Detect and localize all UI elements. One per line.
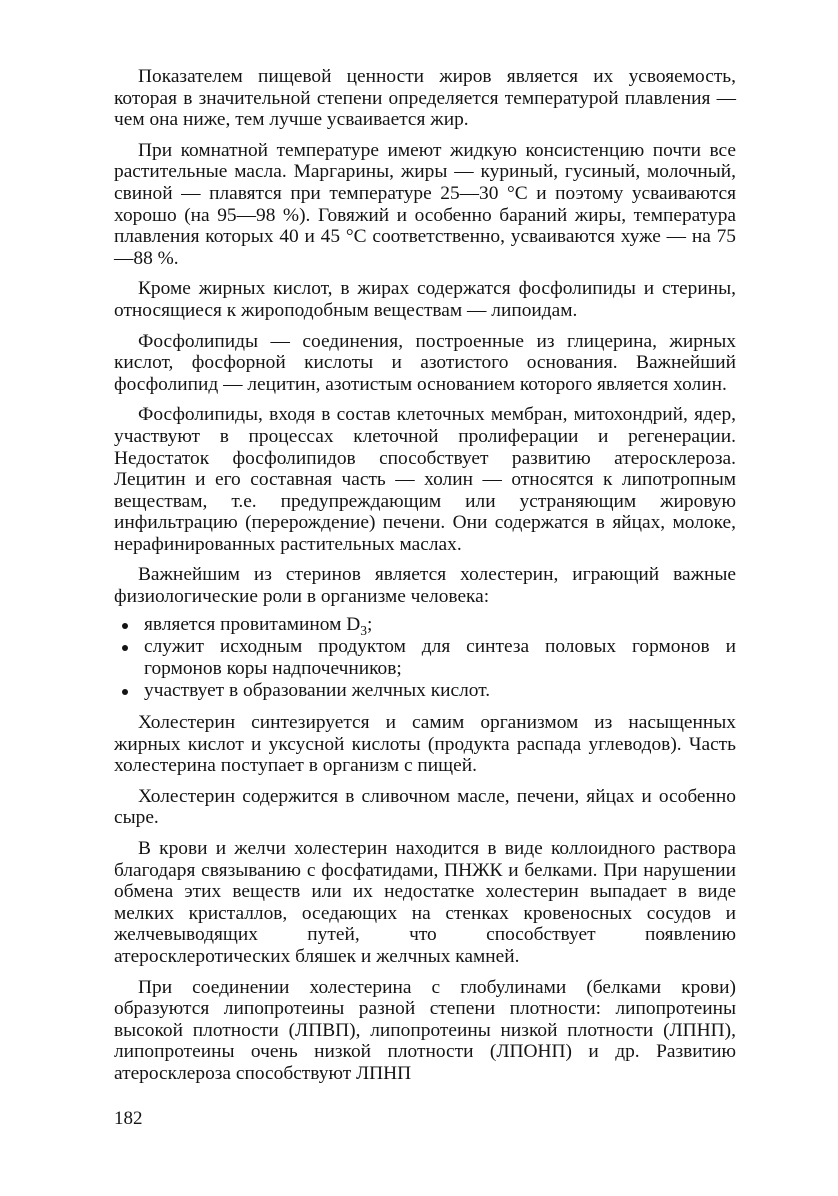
list-item-text: участвует в образовании желчных кислот. [144, 680, 491, 702]
paragraph-cholesterol-sources: Холестерин содержится в сливочном масле, печени, яйцах и особенно сыре. [114, 785, 736, 829]
page-number: 182 [114, 1108, 143, 1129]
paragraph-nutritional-value: Показателем пищевой ценности жиров является их усвояемость, которая в значительной степени определяется температурой плавления — чем она ниже, тем лучше усваивается жир. [114, 66, 736, 131]
list-item [114, 680, 736, 702]
paragraph-phospholipids-definition: Фосфолипиды — соединения, построенные из глицерина, жирных кислот, фосфорной кислоты и азотистого основания. Важнейший фосфолипид — лецитин, азотистым основанием которого является холин. [114, 330, 736, 395]
cholesterol-roles-list [114, 614, 736, 702]
paragraph-cholesterol-blood: В крови и желчи холестерин находится в виде коллоидного раствора благодаря связыванию с фосфатидами, ПНЖК и белками. При нарушении обмена этих веществ или их недостатке холестерин выпадает в виде мелких кристаллов, оседающих на стенках кровеносных сосудов и желчевыводящих путей, что способствует появлению атеросклеротических бляшек и желчных камней. [114, 838, 736, 967]
page-body [114, 66, 736, 1094]
paragraph-lipoproteins: При соединении холестерина с глобулинами (белками крови) образуются липопротеины разной степени плотности: липопротеины высокой плотности (ЛПВП), липопротеины низкой плотности (ЛПНП), липопротеины очень низкой плотности (ЛПОНП) и др. Развитию атеросклероза способствуют ЛПНП [114, 976, 736, 1084]
paragraph-phospholipids-role: Фосфолипиды, входя в состав клеточных мембран, митохондрий, ядер, участвуют в процессах клеточной пролиферации и регенерации. Недостаток фосфолипидов способствует развитию атеросклероза. Лецитин и его составная часть — холин — относятся к липотропным веществам, т.е. предупреждающим или устраняющим жировую инфильтрацию (перерождение) печени. Они содержатся в яйцах, молоке, нерафинированных растительных маслах. [114, 404, 736, 555]
paragraph-cholesterol-synthesis: Холестерин синтезируется и самим организмом из насыщенных жирных кислот и уксусной кислоты (продукта распада углеводов). Часть холестерина поступает в организм с пищей. [114, 712, 736, 777]
list-item-text: является провитамином $D_3$; [144, 613, 373, 638]
bullet-icon [122, 623, 128, 629]
list-item-text: служит исходным продуктом для синтеза половых гормонов и гормонов коры надпочечников; [144, 636, 736, 679]
list-item [114, 636, 736, 679]
paragraph-phospholipids-sterols: Кроме жирных кислот, в жирах содержатся фосфолипиды и стерины, относящиеся к жироподобным веществам — липоидам. [114, 278, 736, 321]
bullet-icon [122, 689, 128, 695]
paragraph-room-temperature: При комнатной температуре имеют жидкую консистенцию почти все растительные масла. Маргарины, жиры — куриный, гусиный, молочный, свиной — плавятся при температуре 25—30 °С и поэтому усваиваются хорошо (на 95—98 %). Говяжий и особенно бараний жиры, температура плавления которых 40 и 45 °С соответственно, усваиваются хуже — на 75—88 %. [114, 139, 736, 269]
paragraph-cholesterol-intro: Важнейшим из стеринов является холестерин, играющий важные физиологические роли в организме человека: [114, 564, 736, 608]
list-item [114, 614, 736, 636]
bullet-icon [122, 645, 128, 651]
